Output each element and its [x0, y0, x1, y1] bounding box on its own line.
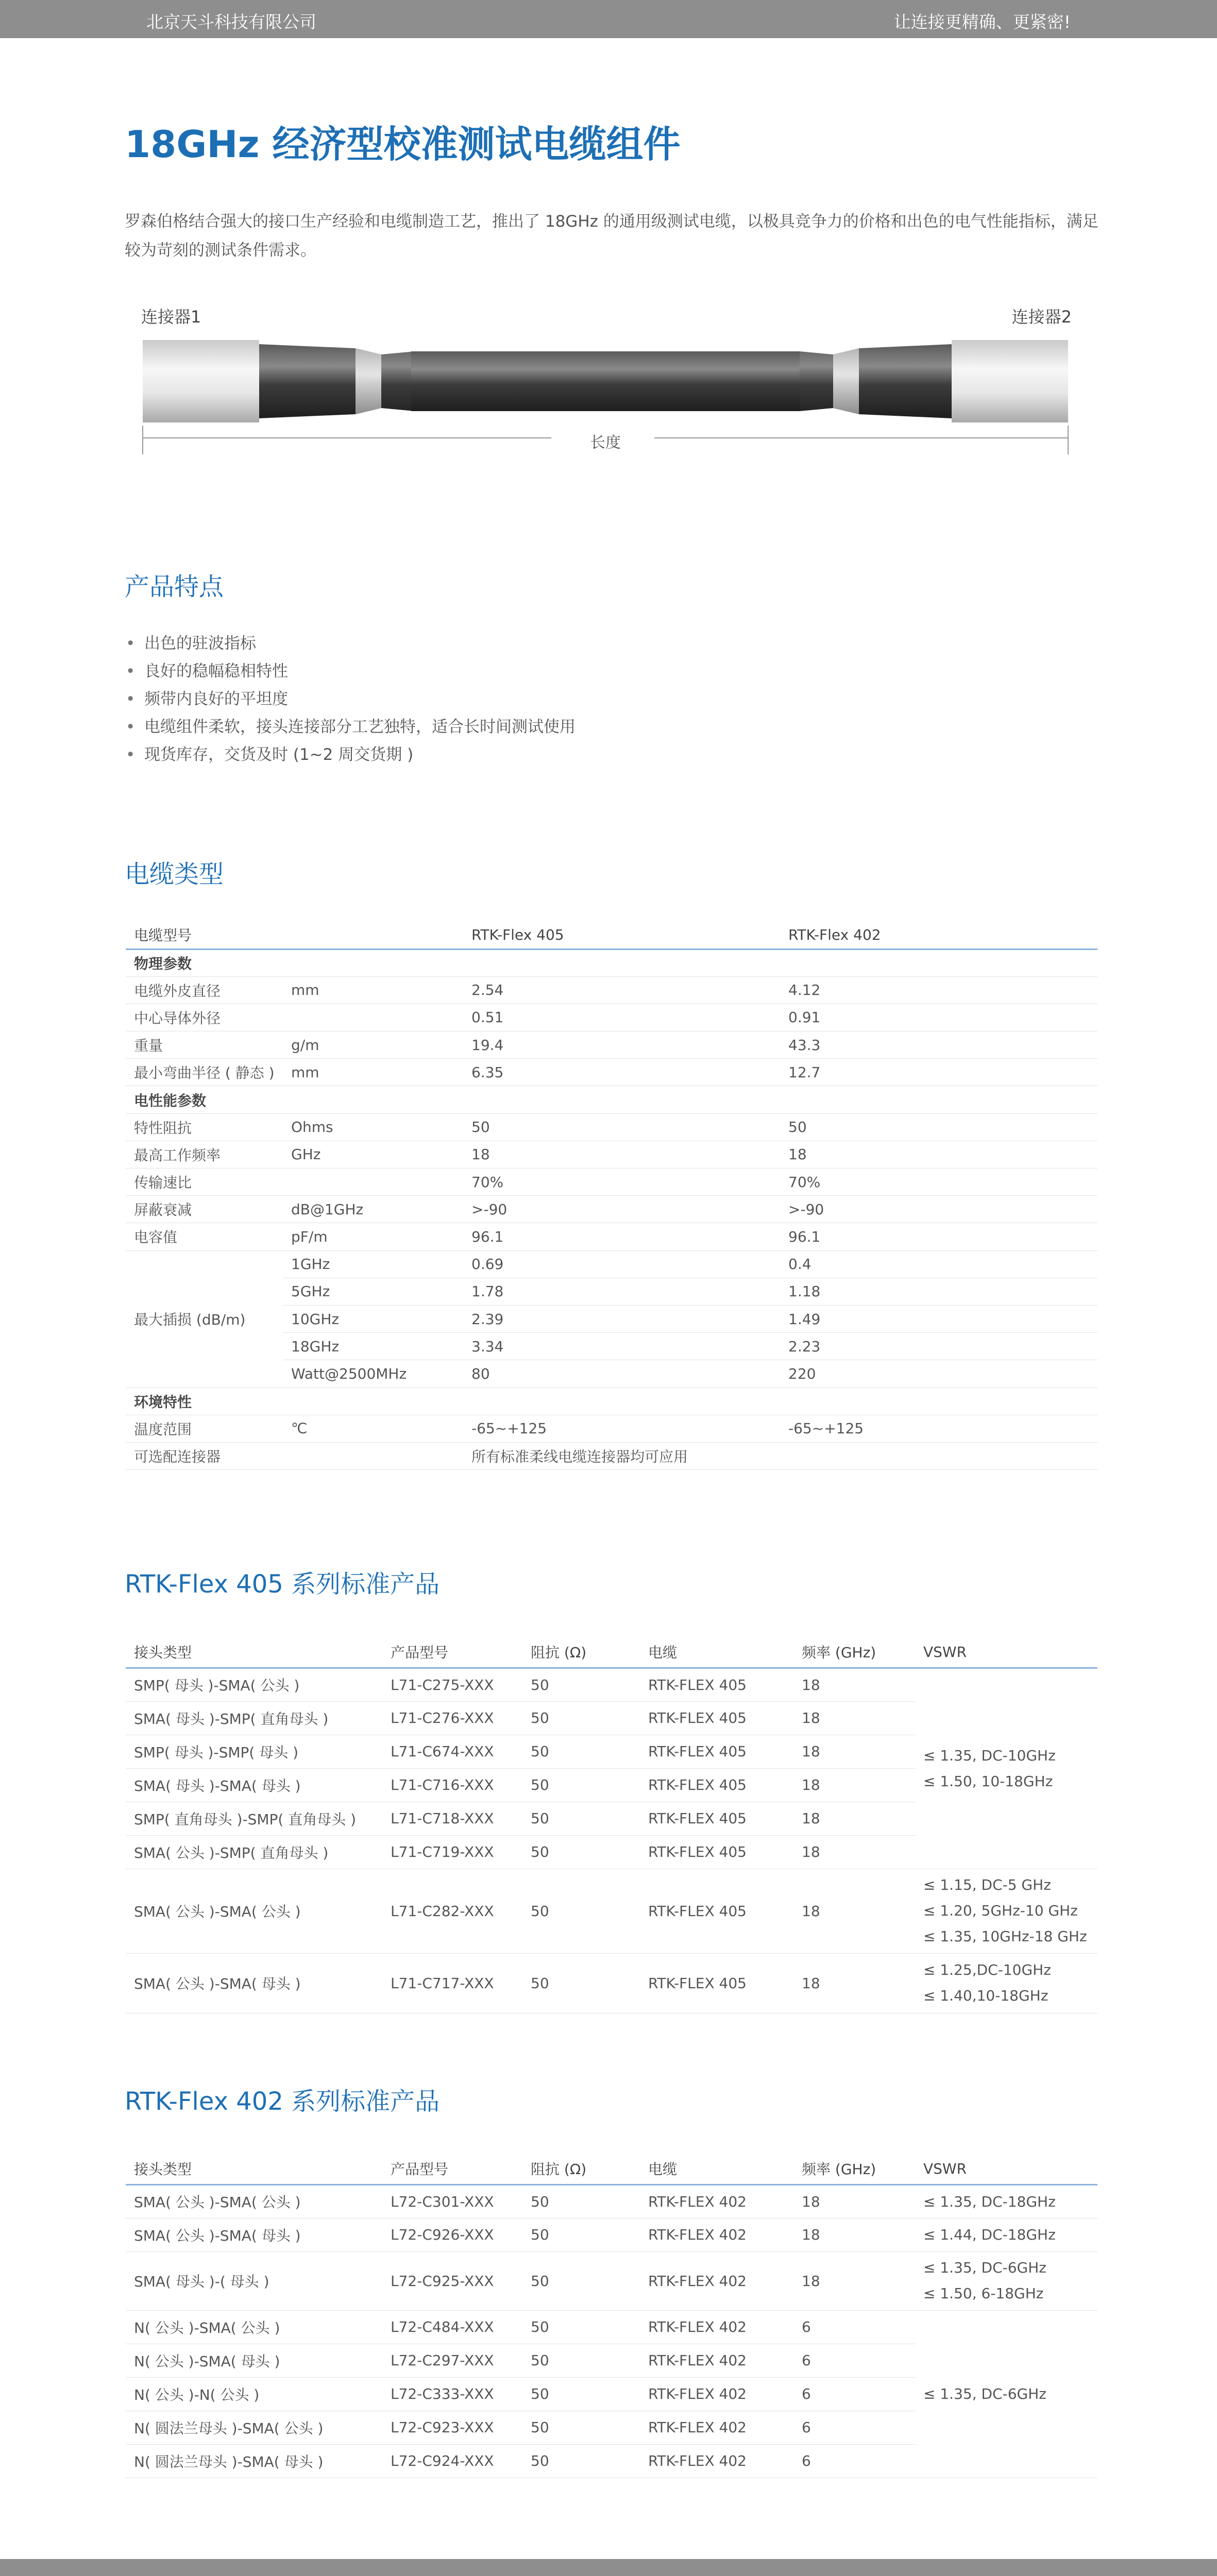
vswr-cell [915, 2251, 1097, 2310]
table-cell: SMA( 公头 )-SMP( 直角母头 ) [126, 1835, 382, 1869]
table-row [126, 2310, 1097, 2344]
table-cell: 50 [522, 1869, 640, 1953]
table-cell: L71-C674-XXX [382, 1735, 522, 1768]
slogan: 让连接更精确、更紧密! [893, 12, 1071, 32]
table-cell: RTK-FLEX 402 [640, 2251, 793, 2310]
table-cell: SMA( 公头 )-SMA( 母头 ) [126, 2218, 382, 2251]
table-row [126, 1031, 1097, 1059]
table-cell: 特性阻抗 [126, 1113, 283, 1141]
connector-2-body [952, 340, 1068, 422]
cable-types-title: 电缆类型 [125, 860, 224, 889]
table-cell: SMP( 母头 )-SMA( 公头 ) [126, 1668, 382, 1701]
table-cell: 电容值 [126, 1223, 283, 1250]
header-cell: VSWR [915, 2154, 1097, 2184]
table-cell: mm [283, 976, 463, 1004]
table-cell: 50 [522, 1701, 640, 1735]
table-cell: 18 [793, 1835, 915, 1869]
table-cell: 50 [522, 2251, 640, 2310]
length-label: 长度 [590, 434, 621, 452]
table-cell: L72-C924-XXX [382, 2444, 522, 2478]
vswr-line: ≤ 1.50, 6-18GHz [923, 2285, 1044, 2302]
table-row [126, 1953, 1097, 2013]
table-row [126, 1869, 1097, 1953]
table-cell: 最小弯曲半径 ( 静态 ) [126, 1059, 283, 1086]
flex402-table [126, 2154, 1097, 2478]
table-cell: 43.3 [780, 1031, 1097, 1059]
vswr-line: ≤ 1.40,10-18GHz [923, 1987, 1049, 2004]
table-cell: L72-C297-XXX [382, 2344, 522, 2377]
header-cell: 产品型号 [382, 1637, 522, 1668]
table-cell: mm [283, 1059, 463, 1086]
table-cell: L71-C719-XXX [382, 1835, 522, 1869]
table-cell: 18 [793, 1953, 915, 2013]
table-cell: 2.39 [463, 1305, 780, 1332]
header-cell: VSWR [915, 1637, 1097, 1668]
table-row [126, 2218, 1097, 2251]
table-cell: 50 [522, 2184, 640, 2218]
table-row [126, 1059, 1097, 1086]
table-row [126, 1141, 1097, 1168]
table-cell: 中心导体外径 [126, 1004, 283, 1031]
table-cell: L71-C717-XXX [382, 1953, 522, 2013]
flex405-title: RTK-Flex 405 系列标准产品 [125, 1570, 440, 1599]
table-cell: 6.35 [463, 1059, 780, 1086]
table-cell: 50 [522, 2218, 640, 2251]
cable-body [411, 351, 800, 411]
table-cell: ℃ [283, 1415, 463, 1442]
header-cell: 阻抗 (Ω) [522, 1637, 640, 1668]
table-cell: L71-C276-XXX [382, 1701, 522, 1735]
header-cell: 电缆型号 [126, 921, 283, 949]
table-cell: RTK-FLEX 402 [640, 2444, 793, 2478]
table-cell: 18 [793, 1668, 915, 1701]
spec-header-row [126, 921, 1097, 949]
table-cell: Ohms [283, 1113, 463, 1141]
table-cell: 0.51 [463, 1004, 780, 1031]
table-row [126, 1113, 1097, 1141]
header-cell: RTK-Flex 405 [463, 921, 780, 949]
header-cell: 电缆 [640, 1637, 793, 1668]
table-cell: 传输速比 [126, 1168, 283, 1196]
table-cell: L72-C333-XXX [382, 2377, 522, 2411]
table-cell: L71-C275-XXX [382, 1668, 522, 1701]
table-cell: 0.91 [780, 1004, 1097, 1031]
flex402-title: RTK-Flex 402 系列标准产品 [125, 2087, 440, 2116]
table-cell [283, 1442, 463, 1469]
vswr-cell [915, 1869, 1097, 1953]
table-cell: 18 [780, 1141, 1097, 1168]
table-cell: 0.4 [780, 1250, 1097, 1278]
vswr-line: ≤ 1.35, DC-6GHz [923, 2259, 1046, 2276]
table-cell: 0.69 [463, 1250, 780, 1278]
table-header-row [126, 1637, 1097, 1668]
table-cell: 50 [522, 2411, 640, 2444]
table-cell: SMA( 公头 )-SMA( 公头 ) [126, 2184, 382, 2218]
feature-item: • 电缆组件柔软，接头连接部分工艺独特，适合长时间测试使用 [125, 713, 576, 741]
table-cell: SMA( 母头 )-SMA( 母头 ) [126, 1768, 382, 1802]
page-title: 18GHz 经济型校准测试电缆组件 [125, 123, 681, 166]
table-cell: 50 [522, 2444, 640, 2478]
table-cell: L72-C926-XXX [382, 2218, 522, 2251]
table-row [126, 1223, 1097, 1250]
table-cell: RTK-FLEX 402 [640, 2310, 793, 2344]
table-cell: N( 公头 )-SMA( 母头 ) [126, 2344, 382, 2377]
connector-2-label: 连接器2 [1011, 307, 1072, 327]
table-cell: 6 [793, 2377, 915, 2411]
table-cell: L72-C484-XXX [382, 2310, 522, 2344]
table-row [126, 1250, 1097, 1278]
header-cell: 电缆 [640, 2154, 793, 2184]
vswr-cell: ≤ 1.35, DC-6GHz [915, 2310, 1097, 2478]
table-cell: 18GHz [283, 1333, 463, 1360]
header-cell: 频率 (GHz) [793, 2154, 915, 2184]
connector-2-taper [800, 344, 952, 418]
table-cell: >-90 [463, 1196, 780, 1223]
table-cell: 1.49 [780, 1305, 1097, 1332]
table-cell: SMP( 母头 )-SMP( 母头 ) [126, 1735, 382, 1768]
footer [0, 2559, 1217, 2576]
table-cell: 1.78 [463, 1278, 780, 1305]
table-cell: 6 [793, 2310, 915, 2344]
table-cell: 50 [463, 1113, 780, 1141]
table-cell: L71-C716-XXX [382, 1768, 522, 1802]
flex405-table [126, 1637, 1097, 2013]
table-cell: 18 [793, 2184, 915, 2218]
vswr-cell: ≤ 1.44, DC-18GHz [915, 2218, 1097, 2251]
table-cell: 6 [793, 2411, 915, 2444]
table-cell: 2.54 [463, 976, 780, 1004]
cable-diagram [139, 299, 1072, 464]
table-cell: RTK-FLEX 405 [640, 1953, 793, 2013]
table-cell: 6 [793, 2344, 915, 2377]
table-cell [283, 1004, 463, 1031]
table-cell: N( 圆法兰母头 )-SMA( 母头 ) [126, 2444, 382, 2478]
table-cell: 96.1 [463, 1223, 780, 1250]
insertion-loss-label: 最大插损 (dB/m) [126, 1250, 283, 1387]
table-cell: RTK-FLEX 405 [640, 1869, 793, 1953]
table-row [126, 1415, 1097, 1442]
table-cell: 80 [463, 1360, 780, 1387]
table-cell: 电缆外皮直径 [126, 976, 283, 1004]
feature-item: • 频带内良好的平坦度 [125, 685, 576, 713]
table-cell: L72-C923-XXX [382, 2411, 522, 2444]
table-cell: 18 [793, 1869, 915, 1953]
vswr-line: ≤ 1.15, DC-5 GHz [923, 1876, 1051, 1893]
table-cell: RTK-FLEX 402 [640, 2411, 793, 2444]
intro-paragraph: 罗森伯格结合强大的接口生产经验和电缆制造工艺，推出了 18GHz 的通用级测试电缆，以极具竞争力的价格和出色的电气性能指标，满足较为苛刻的测试条件需求。 [125, 212, 1098, 260]
table-cell: L72-C301-XXX [382, 2184, 522, 2218]
table-cell: L71-C282-XXX [382, 1869, 522, 1953]
table-cell: RTK-FLEX 405 [640, 1835, 793, 1869]
table-cell: RTK-FLEX 405 [640, 1768, 793, 1802]
table-cell: SMA( 公头 )-SMA( 公头 ) [126, 1869, 382, 1953]
table-cell: 18 [793, 1802, 915, 1835]
table-cell: 50 [522, 1835, 640, 1869]
table-cell: 3.34 [463, 1333, 780, 1360]
table-cell: N( 公头 )-N( 公头 ) [126, 2377, 382, 2411]
vswr-line: ≤ 1.20, 5GHz-10 GHz [923, 1902, 1078, 1919]
table-cell: 50 [522, 1768, 640, 1802]
table-cell: 19.4 [463, 1031, 780, 1059]
table-header-row [126, 2154, 1097, 2184]
table-cell: 70% [463, 1168, 780, 1196]
table-cell: 4.12 [780, 976, 1097, 1004]
table-cell: SMP( 直角母头 )-SMP( 直角母头 ) [126, 1802, 382, 1835]
header-cell: RTK-Flex 402 [780, 921, 1097, 949]
table-row [126, 1668, 1097, 1701]
table-cell: SMA( 母头 )-( 母头 ) [126, 2251, 382, 2310]
table-cell: 2.23 [780, 1333, 1097, 1360]
table-row [126, 1168, 1097, 1196]
table-cell: 220 [780, 1360, 1097, 1387]
table-cell: 所有标准柔线电缆连接器均可应用 [463, 1442, 1097, 1469]
table-cell: 18 [463, 1141, 780, 1168]
table-cell: dB@1GHz [283, 1196, 463, 1223]
table-cell: RTK-FLEX 402 [640, 2218, 793, 2251]
table-cell: Watt@2500MHz [283, 1360, 463, 1387]
table-cell: -65~+125 [780, 1415, 1097, 1442]
table-cell: 96.1 [780, 1223, 1097, 1250]
feature-item: • 现货库存，交货及时 (1~2 周交货期 ) [125, 741, 576, 769]
table-cell: RTK-FLEX 402 [640, 2377, 793, 2411]
table-cell: 可选配连接器 [126, 1442, 283, 1469]
table-cell: 温度范围 [126, 1415, 283, 1442]
table-row [126, 976, 1097, 1004]
table-cell: g/m [283, 1031, 463, 1059]
table-cell: 1GHz [283, 1250, 463, 1278]
connector-1-body [143, 340, 259, 422]
table-cell: 18 [793, 1735, 915, 1768]
table-cell: 屏蔽衰减 [126, 1196, 283, 1223]
table-row [126, 1442, 1097, 1469]
group-row [126, 1387, 1097, 1415]
table-cell: 50 [522, 1802, 640, 1835]
table-row [126, 2251, 1097, 2310]
table-cell: RTK-FLEX 405 [640, 1668, 793, 1701]
table-cell: 50 [522, 1668, 640, 1701]
table-cell: 50 [780, 1113, 1097, 1141]
table-cell: 6 [793, 2444, 915, 2478]
table-cell: RTK-FLEX 402 [640, 2344, 793, 2377]
header-cell: 接头类型 [126, 2154, 382, 2184]
table-cell [283, 1168, 463, 1196]
connector-1-label: 连接器1 [141, 307, 201, 327]
table-cell: 重量 [126, 1031, 283, 1059]
table-cell: GHz [283, 1141, 463, 1168]
group-label: 电性能参数 [126, 1086, 1097, 1113]
table-cell: 1.18 [780, 1278, 1097, 1305]
table-cell: RTK-FLEX 405 [640, 1802, 793, 1835]
vswr-line: ≤ 1.35, DC-10GHz [923, 1747, 1056, 1764]
table-cell: >-90 [780, 1196, 1097, 1223]
table-cell: -65~+125 [463, 1415, 780, 1442]
group-label: 环境特性 [126, 1387, 1097, 1415]
group-row [126, 1086, 1097, 1113]
header-cell [283, 921, 463, 949]
table-cell: 50 [522, 2377, 640, 2411]
vswr-line: ≤ 1.50, 10-18GHz [923, 1772, 1053, 1790]
features-list [125, 630, 576, 769]
vswr-line: ≤ 1.25,DC-10GHz [923, 1961, 1051, 1978]
table-row [126, 1196, 1097, 1223]
vswr-cell [915, 1953, 1097, 2013]
table-cell: RTK-FLEX 405 [640, 1735, 793, 1768]
table-cell: 12.7 [780, 1059, 1097, 1086]
table-cell: RTK-FLEX 402 [640, 2184, 793, 2218]
table-cell: RTK-FLEX 405 [640, 1701, 793, 1735]
vswr-line: ≤ 1.35, 10GHz-18 GHz [923, 1928, 1087, 1945]
table-cell: 50 [522, 1735, 640, 1768]
table-cell: 18 [793, 2218, 915, 2251]
table-cell: 最高工作频率 [126, 1141, 283, 1168]
header-cell: 产品型号 [382, 2154, 522, 2184]
table-cell: 70% [780, 1168, 1097, 1196]
table-cell: 50 [522, 1953, 640, 2013]
table-cell: L72-C925-XXX [382, 2251, 522, 2310]
table-cell: 18 [793, 1701, 915, 1735]
vswr-cell: ≤ 1.35, DC-18GHz [915, 2184, 1097, 2218]
connector-1-taper [259, 344, 415, 418]
table-row [126, 1004, 1097, 1031]
header-cell: 接头类型 [126, 1637, 382, 1668]
table-cell: 18 [793, 1768, 915, 1802]
company-name: 北京天斗科技有限公司 [146, 12, 316, 32]
table-cell: N( 公头 )-SMA( 公头 ) [126, 2310, 382, 2344]
table-cell: SMA( 公头 )-SMA( 母头 ) [126, 1953, 382, 2013]
table-cell: SMA( 母头 )-SMP( 直角母头 ) [126, 1701, 382, 1735]
table-row [126, 2184, 1097, 2218]
feature-item: • 良好的稳幅稳相特性 [125, 657, 576, 685]
table-cell: 50 [522, 2344, 640, 2377]
header-cell: 频率 (GHz) [793, 1637, 915, 1668]
top-bar [0, 0, 1217, 38]
table-cell: pF/m [283, 1223, 463, 1250]
group-row [126, 949, 1097, 976]
table-cell: 18 [793, 2251, 915, 2310]
table-cell: 50 [522, 2310, 640, 2344]
header-cell: 阻抗 (Ω) [522, 2154, 640, 2184]
group-label: 物理参数 [126, 949, 1097, 976]
table-cell: L71-C718-XXX [382, 1802, 522, 1835]
table-cell: 10GHz [283, 1305, 463, 1332]
table-cell: N( 圆法兰母头 )-SMA( 公头 ) [126, 2411, 382, 2444]
vswr-cell [915, 1668, 1097, 1869]
table-cell: 5GHz [283, 1278, 463, 1305]
cable-spec-table [126, 921, 1097, 1470]
features-title: 产品特点 [125, 572, 224, 601]
feature-item: • 出色的驻波指标 [125, 630, 576, 657]
